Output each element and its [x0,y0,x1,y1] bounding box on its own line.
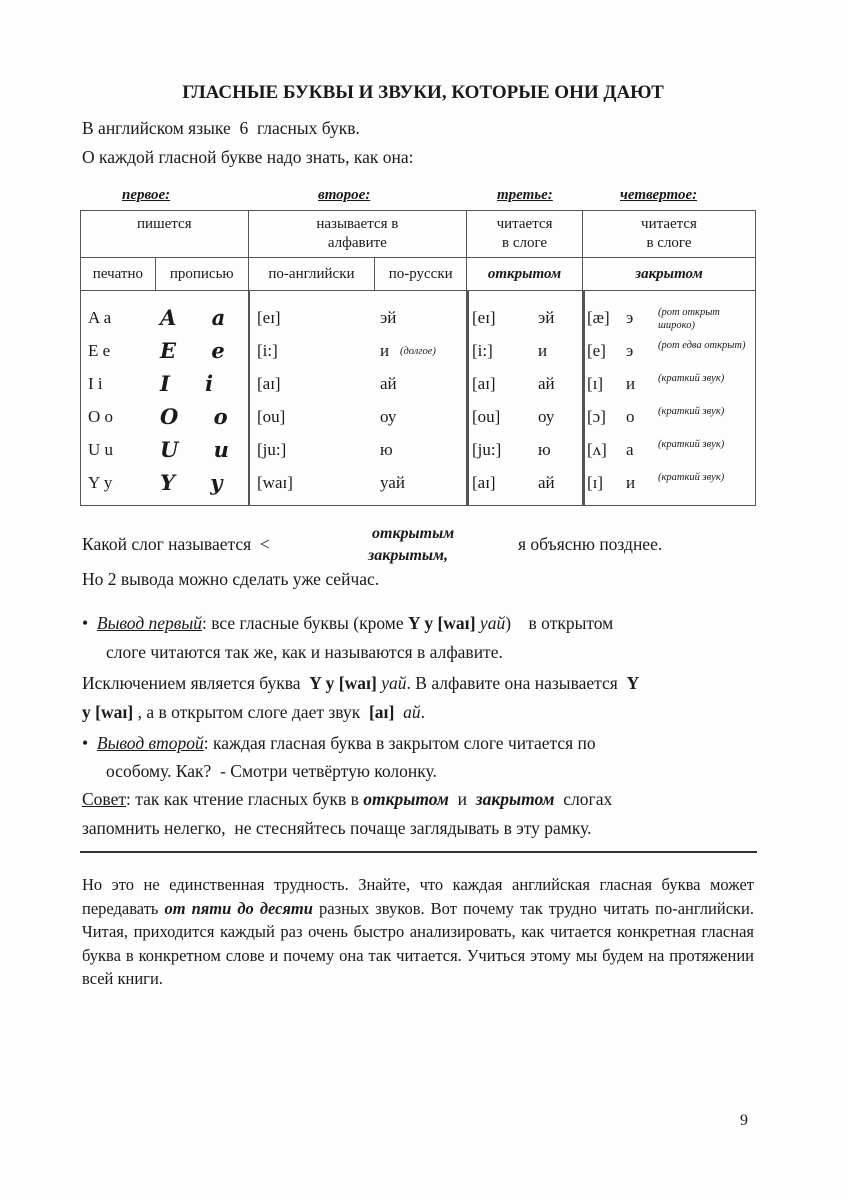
cell-ru: и [380,341,390,360]
cell-ru: оу [380,407,397,426]
cell-print: Y y [88,473,113,492]
cell-closed-ipa: [ɔ] [587,407,606,426]
conclusion-2-line-2: особому. Как? - Смотри четвёртую колонку. [106,761,437,781]
cell-closed-note: (краткий звук) [658,439,725,450]
cell-en: [i:] [257,341,278,360]
cell-closed-ru: и [626,473,636,492]
cell-closed-note: (рот едва открыт) [658,340,746,351]
page-title: ГЛАСНЫЕ БУКВЫ И ЗВУКИ, КОТОРЫЕ ОНИ ДАЮТ [182,82,664,103]
cell-closed-ru: э [626,341,634,360]
intro-line-2: О каждой гласной букве надо знать, как она: [82,147,414,167]
subheader-closed: закрытом [583,258,756,291]
cell-closed-ru: э [626,308,634,327]
header-written: пишется [81,211,249,258]
cell-open-ipa: [i:] [472,341,493,360]
cell-closed-note: (краткий звук) [658,472,725,483]
subheader-open: открытом [467,258,583,291]
closing-paragraph [82,873,754,991]
exception-line-1 [82,673,639,694]
header-read-open: читается в слоге [467,211,583,258]
cell-en: [ou] [257,407,286,426]
advice-line-1 [82,789,612,810]
cell-en: [eɪ] [257,308,281,327]
cell-print: A a [88,308,112,327]
cell-closed-ipa: [e] [587,341,606,360]
exception-l2a: , а в открытом слоге дает звук [133,702,369,722]
two-conclusions: Но 2 вывода можно сделать уже сейчас. [82,569,380,589]
cell-script: E e [160,338,239,363]
cell-print: O o [88,407,114,426]
cell-closed-ipa: [ɪ] [587,374,604,393]
advice-text: : так как чтение гласных букв в [126,789,364,809]
cell-open-ipa: [ju:] [472,440,502,459]
exception-ai-ru: ай [403,702,421,722]
syllable-later: я объясню позднее. [518,534,663,554]
paragraph-text-2: разных звуков. Вот почему так трудно читать по-английски. Читая, приходится каждый раз очень быстро анализировать, как читается конкретная гласная буква в конкретном слове и почему она так читается. Учиться этому мы будем на протяжении всей книги. [82,898,754,989]
cell-en: [aɪ] [257,374,281,393]
cell-en: [waɪ] [257,473,293,492]
exception-text: Исключением является буква [82,673,310,693]
syllable-closed: закрытым, [368,547,448,564]
cell-open-ipa: [ou] [472,407,501,426]
intro-line-1: В английском языке 6 гласных букв. [82,118,360,138]
syllable-open: открытым [372,525,455,542]
cell-open-ru: ай [538,473,555,492]
cell-ru: уай [380,473,405,492]
conclusion-1: • Вывод первый: все гласные буквы (кроме Y y [waɪ] уай) в открытом [82,613,614,633]
label-third: третье: [497,187,553,203]
conclusion-1-yai: уай [479,613,506,633]
cell-ru-note: (долгое) [400,346,436,357]
cell-closed-ipa: [æ] [587,308,610,327]
conclusion-2-head: Вывод второй [96,733,204,753]
cell-open-ru: ай [538,374,555,393]
paragraph-text: Но это не единственная трудность. Знайте, что каждая английская гласная буква может передавать [82,875,754,918]
cell-closed-note: (краткий звук) [658,373,725,384]
cell-closed-ipa: [ɪ] [587,473,604,492]
paragraph-emphasis: от пяти до десяти [164,898,313,918]
cell-script: O o [160,404,242,429]
subheader-russian: по-русски [375,258,467,291]
exception-yai: уай [381,673,407,693]
cell-closed-ru: о [626,407,635,426]
cell-open-ipa: [aɪ] [472,473,496,492]
cell-script: U u [160,437,243,462]
cell-ru: ю [380,440,393,459]
subheader-print: печатно [81,258,156,291]
column-divider [248,290,250,505]
conclusion-1-tail: ) в открытом [505,613,614,633]
cell-closed-ru: а [626,440,634,459]
label-first: первое: [122,187,171,203]
column-divider [583,290,585,505]
cell-open-ipa: [aɪ] [472,374,496,393]
divider [80,851,757,853]
cell-script: A a [160,305,240,330]
conclusion-1-y: Y y [waɪ] [407,613,476,633]
conclusion-2-text: : каждая гласная буква в закрытом слоге читается по [203,733,596,753]
cell-closed-note: (краткий звук) [658,406,725,417]
cell-open-ipa: [eɪ] [472,308,496,327]
column-divider [467,290,469,505]
table-body [80,290,756,505]
cell-print: U u [88,440,114,459]
cell-open-ru: ю [538,440,551,459]
exception-y2: Y [626,673,640,693]
exception-ai: [aɪ] [368,702,395,722]
cell-en: [ju:] [257,440,287,459]
conclusion-1-text: : все гласные буквы (кроме [202,613,408,633]
label-second: второе: [318,187,371,203]
exception-text-2: . В алфавите она называется [406,673,627,693]
subheader-english: по-английски [248,258,375,291]
cell-open-ru: оу [538,407,555,426]
advice-line-2: запомнить нелегко, не стесняйтесь почаще заглядывать в эту рамку. [82,818,592,838]
cell-ru: эй [380,308,397,327]
advice-tail: слогах [554,789,613,809]
header-read-closed: читается в слоге [583,211,756,258]
cell-open-ru: и [538,341,548,360]
exception-line-2 [82,702,425,723]
cell-open-ru: эй [538,308,555,327]
advice-open: открытом [363,789,449,809]
advice-head: Совет [82,789,126,809]
cell-script: I i [160,371,228,396]
cell-ru: ай [380,374,397,393]
conclusion-1-line-2: слоге читаются так же, как и называются в алфавите. [106,642,503,662]
cell-script: Y y [160,470,237,495]
cell-closed-note: (рот открыт широко) [658,307,720,331]
syllable-question: Какой слог называется < [82,534,270,554]
exception-y: Y y [waɪ] [309,673,377,693]
label-fourth: четвертое: [620,187,698,203]
header-named: называется в алфавите [248,211,466,258]
cell-print: E e [88,341,111,360]
advice-and: и [448,789,476,809]
page-number: 9 [740,1112,748,1129]
exception-end: . [420,702,426,722]
cell-closed-ru: и [626,374,636,393]
cell-print: I i [88,374,103,393]
subheader-script: прописью [155,258,248,291]
conclusion-1-head: Вывод первый [96,613,203,633]
exception-l2y: y [waɪ] [82,702,134,722]
conclusion-2: • Вывод второй: каждая гласная буква в закрытом слоге читается по [82,733,596,753]
advice-closed: закрытом [475,789,555,809]
cell-closed-ipa: [ʌ] [587,440,607,459]
